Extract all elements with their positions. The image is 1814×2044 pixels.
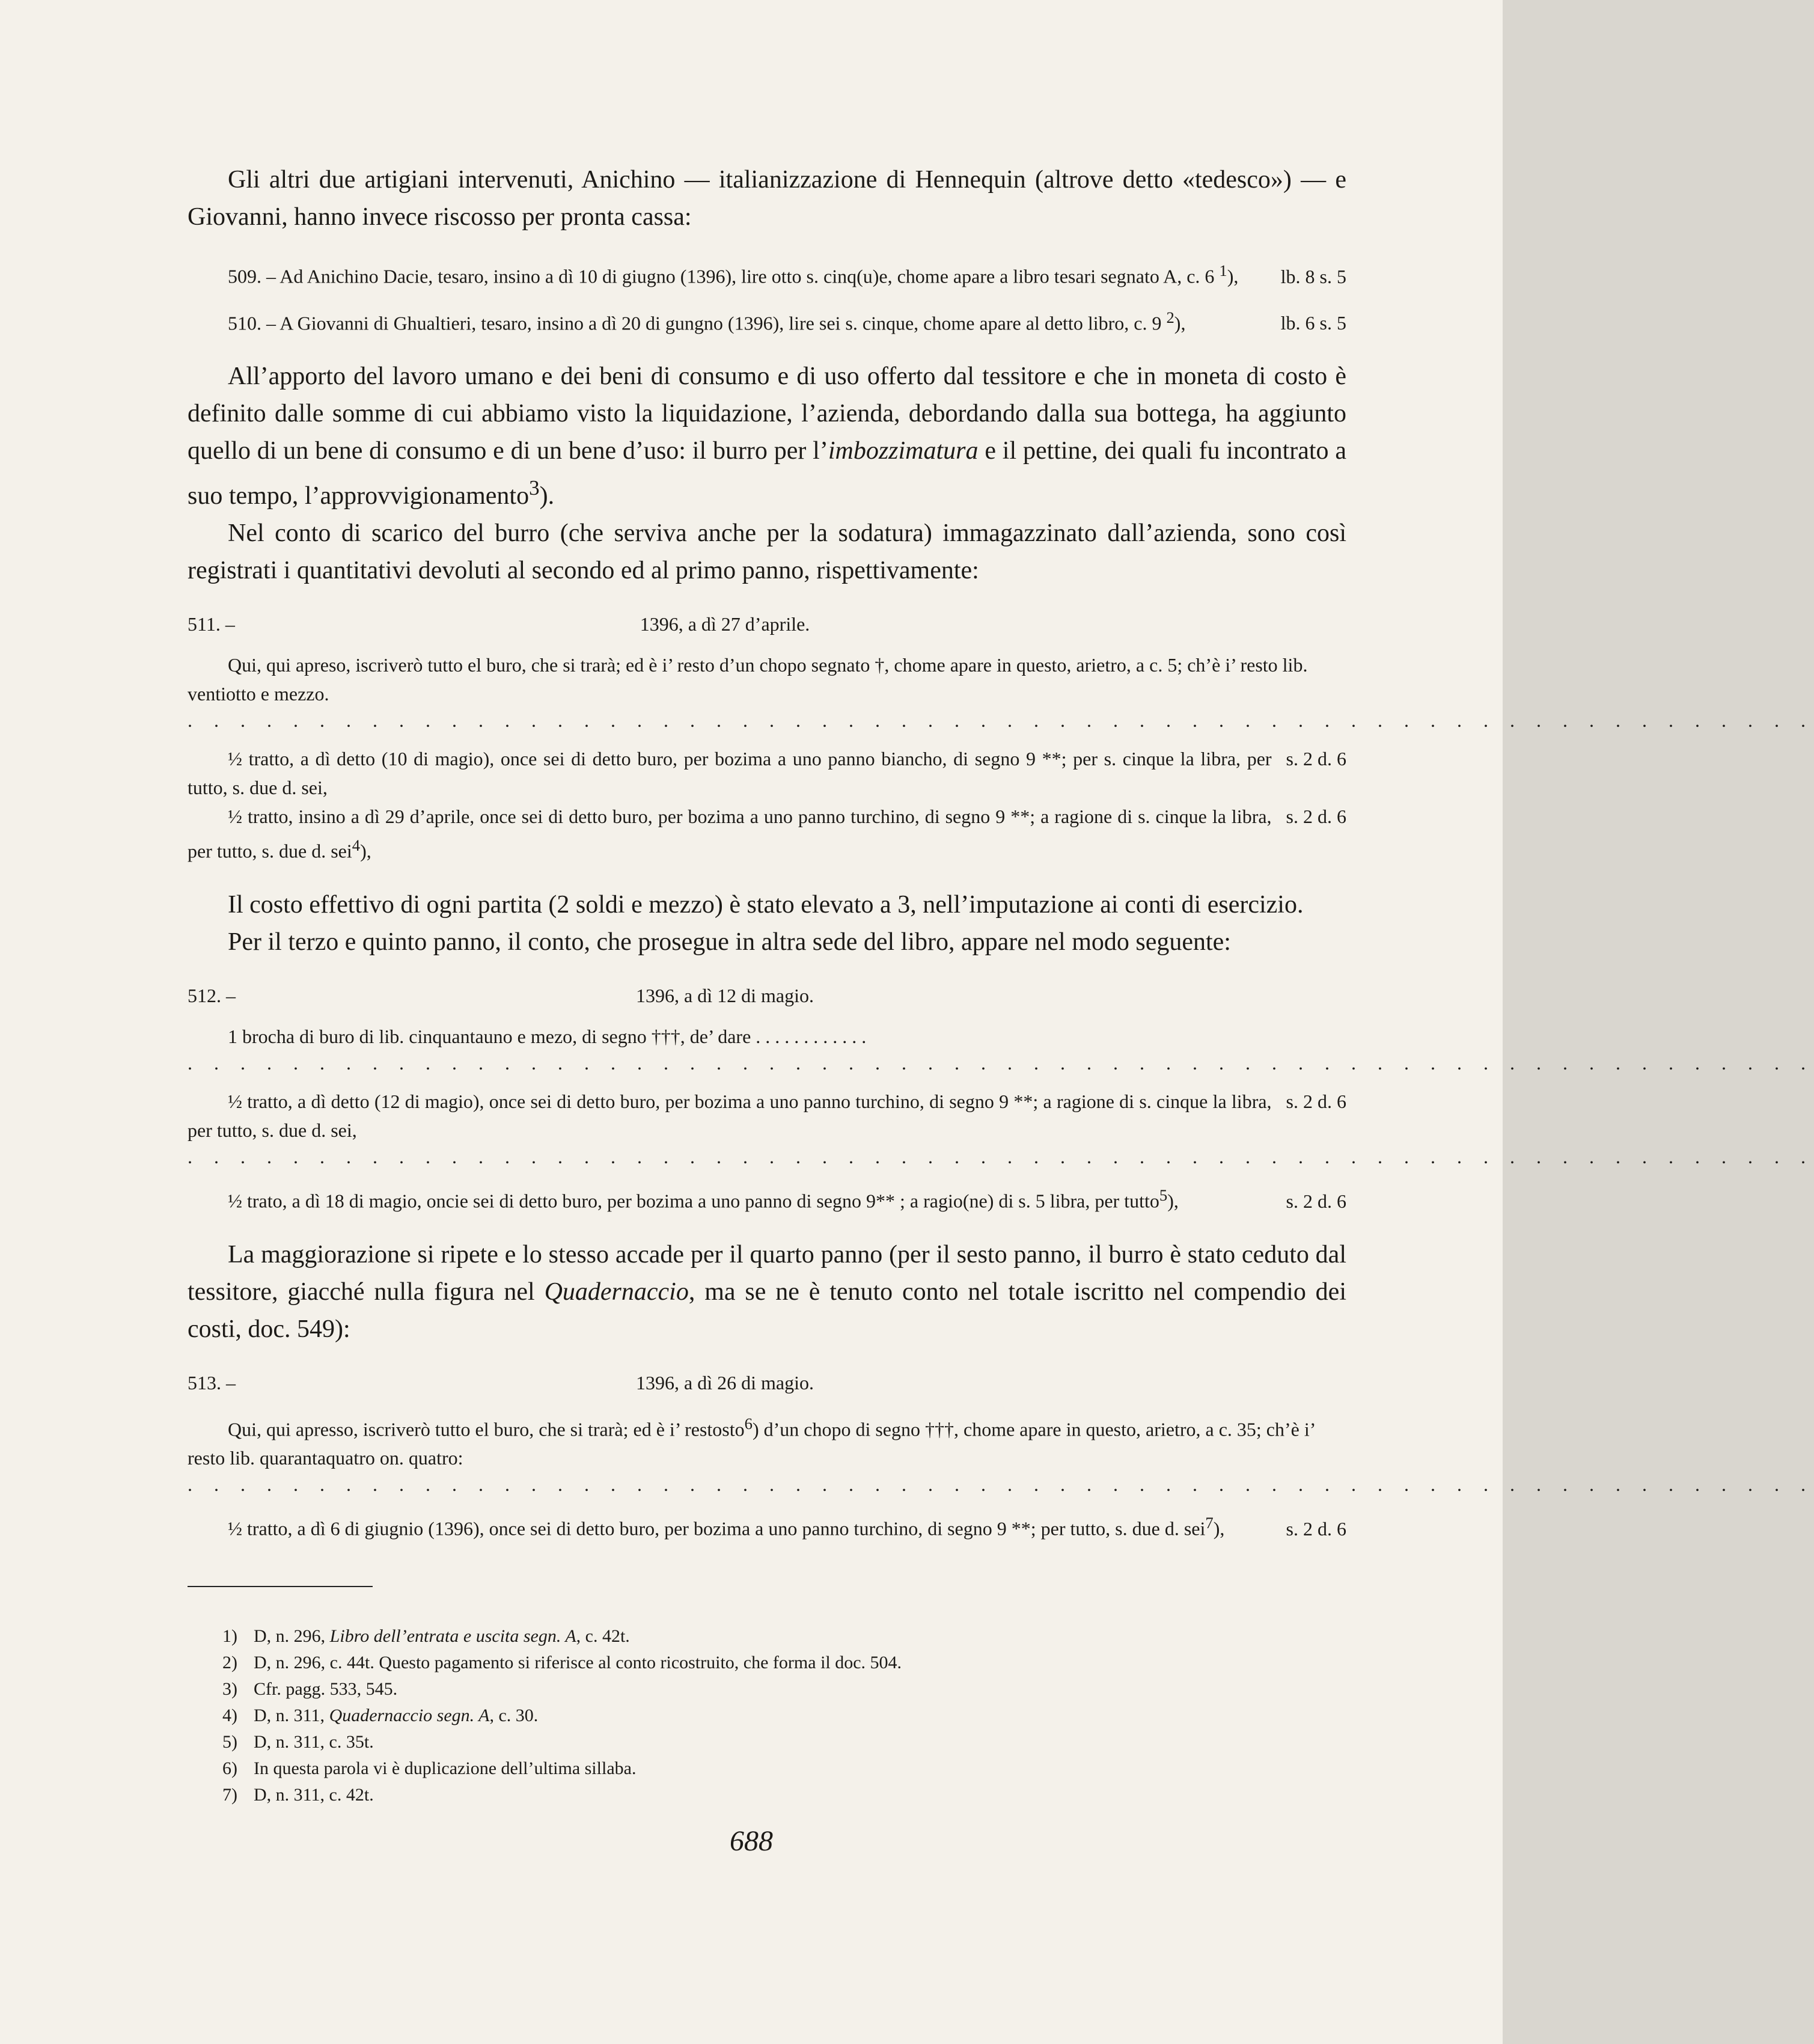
entry-509 <box>188 256 1346 291</box>
entry-text: Qui, qui apresso, iscriverò tutto el buro, che si trarà; ed è i’ restosto$^6$) d’un chopo di segno †††, chome apare in questo, arietro, a c. 35; ch’è i’ resto lib. quarantaquatro on. quatro: <box>188 1414 1315 1469</box>
footnote: 6) In questa parola vi è duplicazione dell’ultima sillaba. <box>222 1758 637 1778</box>
footnote: 5) D, n. 311, c. 35t. <box>222 1732 374 1752</box>
entry-line: ½ trato, a dì 18 di magio, oncie sei di detto buro, per bozima a uno panno di segno 9** ; a ragio(ne) di s. 5 libra, per tutto$^5$), s. 2 d. 6 <box>188 1181 1346 1216</box>
footnote: 2) D, n. 296, c. 44t. Questo pagamento si riferisce al conto ricostruito, che forma il doc. 504. <box>222 1653 902 1672</box>
entry-line: ½ tratto, a dì 6 di giugnio (1396), once sei di detto buro, per bozima a uno panno turchino, di segno 9 **; per tutto, s. due d. sei$^7$), s. 2 d. 6 <box>188 1508 1346 1543</box>
entry-510 <box>188 303 1346 338</box>
entry-amount: s. 2 d. 6 <box>1286 1517 1346 1540</box>
entry-heading: 511. – 1396, a dì 27 d’aprile. <box>188 613 810 635</box>
main-text <box>188 161 1814 1543</box>
paragraph: Il costo effettivo di ogni partita (2 soldi e mezzo) è stato elevato a 3, nell’imputazione ai conti di esercizio. <box>228 890 1304 919</box>
footnotes <box>222 1623 1244 1808</box>
entry-amount: lb. 6 s. 5 <box>1280 312 1346 334</box>
page-number: 688 <box>730 1825 773 1857</box>
entry-line: ½ tratto, a dì detto (12 di magio), once sei di detto buro, per bozima a uno panno turchino, di segno 9 **; a ragione di s. cinque la libra, per tutto, s. due d. sei, s. 2 d. 6 <box>188 1087 1346 1145</box>
entry-line: ½ tratto, insino a dì 29 d’aprile, once sei di detto buro, per bozima a uno panno turchino, di segno 9 **; a ragione di s. cinque la libra, per tutto, s. due d. sei$^4$), s. 2 d. 6 <box>188 802 1346 866</box>
entry-heading: 512. – 1396, a dì 12 di magio. <box>188 984 814 1006</box>
dot-leader: . . . . . . . . . . . . . . . . . . . . . . . . . . . . . . . . . . . . . . . . . . . . . . . . . . . . . . . . . . . . . . <box>188 1145 1814 1167</box>
entry-amount: s. 2 d. 6 <box>1286 748 1346 770</box>
footnote-separator <box>188 1586 373 1587</box>
entry-amount: lb. 8 s. 5 <box>1280 265 1346 287</box>
entry-text: Qui, qui apreso, iscriverò tutto el buro, che si trarà; ed è i’ resto d’un chopo segnato †, chome apare in questo, arietro, a c. 5; ch’è i’ resto lib. ventiotto e mezzo. <box>188 654 1308 705</box>
paragraph: Nel conto di scarico del burro (che serviva anche per la sodatura) immagazzinato dall’azienda, sono così registrati i quantitativi devoluti al secondo ed al primo panno, rispettivamente: <box>188 519 1346 585</box>
footnote: 4) D, n. 311, Quadernaccio segn. A, c. 30. <box>222 1706 539 1725</box>
entry-amount: s. 2 d. 6 <box>1286 806 1346 828</box>
paragraph: Gli altri due artigiani intervenuti, Anichino — italianizzazione di Hennequin (altrove detto «tedesco») — e Giovanni, hanno invece riscosso per pronta cassa: <box>188 166 1346 231</box>
entry-text: 1 brocha di buro di lib. cinquantauno e mezo, di segno †††, de’ dare . . . . . . . . . . . . <box>228 1025 867 1047</box>
entry-amount: s. 2 d. 6 <box>1286 1090 1346 1112</box>
dot-leader: . . . . . . . . . . . . . . . . . . . . . . . . . . . . . . . . . . . . . . . . . . . . . . . . . . . . . . . . . . . . . . <box>188 709 1814 732</box>
entry-text: 510. – A Giovanni di Ghualtieri, tesaro, insino a dì 20 di gungno (1396), lire sei s. cinque, chome apare al detto libro, c. 9 $^2$), <box>228 308 1186 334</box>
entry-line: ½ tratto, a dì detto (10 di magio), once sei di detto buro, per bozima a uno panno biancho, di segno 9 **; per s. cinque la libra, per tutto, s. due d. sei, s. 2 d. 6 <box>188 744 1346 802</box>
footnote: 1) D, n. 296, Libro dell’entrata e uscita segn. A, c. 42t. <box>222 1626 630 1646</box>
paragraph: La maggiorazione si ripete e lo stesso accade per il quarto panno (per il sesto panno, il burro è stato ceduto dal tessitore, giacché nulla figura nel Quadernaccio, ma se ne è tenuto conto nel totale iscritto nel compendio dei costi, doc. 549): <box>188 1240 1346 1343</box>
entry-text: 509. – Ad Anichino Dacie, tesaro, insino a dì 10 di giugno (1396), lire otto s. cinq(u)e, chome apare a libro tesari segnato A, c. 6 $^1$), <box>228 262 1239 287</box>
dot-leader: . . . . . . . . . . . . . . . . . . . . . . . . . . . . . . . . . . . . . . . . . . . . . . . . . . . . . . . . . . . . . . <box>188 1473 1814 1496</box>
paragraph: Per il terzo e quinto panno, il conto, che prosegue in altra sede del libro, appare nel modo seguente: <box>228 928 1231 956</box>
footnote: 3) Cfr. pagg. 533, 545. <box>222 1679 398 1699</box>
entry-amount: s. 2 d. 6 <box>1286 1190 1346 1212</box>
paragraph: All’apporto del lavoro umano e dei beni di consumo e di uso offerto dal tessitore e che in moneta di costo è definito dalle somme di cui abbiamo visto la liquidazione, l’azienda, debordando dalla sua bottega, ha aggiunto quello di un bene di consumo e di un bene d’uso: il burro per l’imbozzimatura e il pettine, dei quali fu incontrato a suo tempo, l’approvvigionamento$^3$). <box>188 363 1346 510</box>
footnote: 7) D, n. 311, c. 42t. <box>222 1785 374 1805</box>
dot-leader: . . . . . . . . . . . . . . . . . . . . . . . . . . . . . . . . . . . . . . . . . . . . . . . . . . . . . . . . . . . . . . <box>188 1051 1814 1074</box>
entry-heading: 513. – 1396, a dì 26 di magio. <box>188 1371 814 1394</box>
